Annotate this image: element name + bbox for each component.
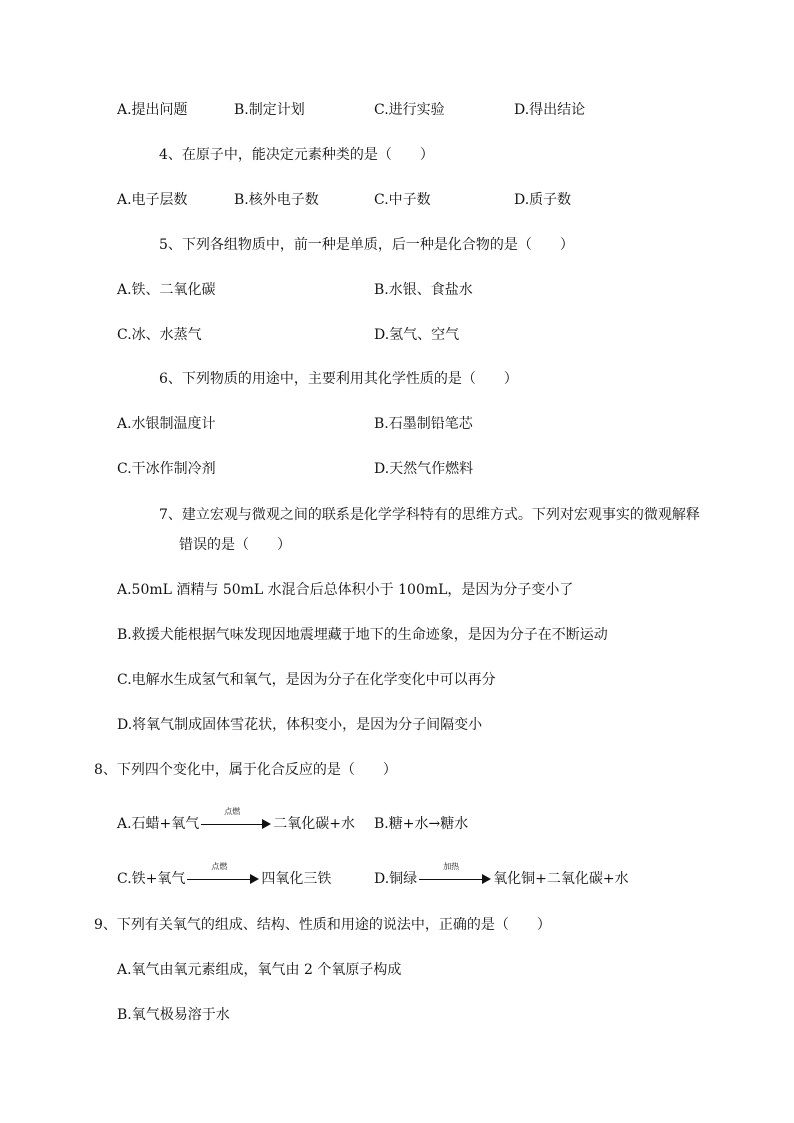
q6-option-c: C.干冰作制冷剂 xyxy=(117,461,216,477)
question-6-stem: 6、下列物质的用途中，主要利用其化学性质的是（ ） xyxy=(159,371,518,387)
q8-option-d-reactants: D.铜绿 xyxy=(374,871,418,887)
q4-option-a: A.电子层数 xyxy=(117,192,188,208)
q3-option-d: D.得出结论 xyxy=(514,102,586,118)
q4-option-d: D.质子数 xyxy=(514,192,572,208)
q8-option-c-reactants: C.铁+氧气 xyxy=(117,871,186,887)
q6-option-a: A.水银制温度计 xyxy=(117,416,216,432)
question-4-stem: 4、在原子中，能决定元素种类的是（ ） xyxy=(159,147,434,163)
reaction-condition: 点燃 xyxy=(211,862,228,871)
q3-option-a: A.提出问题 xyxy=(117,102,188,118)
q8-option-d xyxy=(374,862,629,888)
q8-option-c xyxy=(117,862,332,888)
q7-option-b: B.救援犬能根据气味发现因地震埋藏于地下的生命迹象，是因为分子在不断运动 xyxy=(117,627,608,643)
q8-option-d-products: 氧化铜+二氧化碳+水 xyxy=(493,871,629,887)
q3-option-c: C.进行实验 xyxy=(374,102,445,118)
question-5-stem: 5、下列各组物质中，前一种是单质，后一种是化合物的是（ ） xyxy=(159,237,574,253)
reaction-arrow-icon xyxy=(187,862,259,888)
question-7-stem-line-1: 7、建立宏观与微观之间的联系是化学学科特有的思维方式。下列对宏观事实的微观解释 xyxy=(159,507,700,523)
q8-option-b: B.糖+水→糖水 xyxy=(374,816,469,832)
q8-option-c-products: 四氧化三铁 xyxy=(261,871,332,887)
q7-option-a: A.50mL 酒精与 50mL 水混合后总体积小于 100mL，是因为分子变小了 xyxy=(117,582,574,598)
q9-option-a: A.氧气由氧元素组成，氧气由 2 个氧原子构成 xyxy=(117,962,402,978)
q5-option-c: C.冰、水蒸气 xyxy=(117,327,202,343)
q5-option-a: A.铁、二氧化碳 xyxy=(117,282,216,298)
q6-option-d: D.天然气作燃料 xyxy=(374,461,474,477)
q4-option-c: C.中子数 xyxy=(374,192,431,208)
q5-option-d: D.氢气、空气 xyxy=(374,327,460,343)
reaction-arrow-icon xyxy=(201,807,271,833)
reaction-condition: 点燃 xyxy=(224,807,241,816)
question-7-stem-line-2: 错误的是（ ） xyxy=(179,537,291,553)
reaction-arrow-icon xyxy=(419,862,491,888)
question-8-stem: 8、下列四个变化中，属于化合反应的是（ ） xyxy=(94,762,397,778)
question-9-stem: 9、下列有关氧气的组成、结构、性质和用途的说法中，正确的是（ ） xyxy=(94,917,551,933)
q3-option-b: B.制定计划 xyxy=(234,102,305,118)
q7-option-c: C.电解水生成氢气和氧气，是因为分子在化学变化中可以再分 xyxy=(117,672,496,688)
reaction-condition: 加热 xyxy=(443,862,460,871)
q5-option-b: B.水银、食盐水 xyxy=(374,282,473,298)
q9-option-b: B.氧气极易溶于水 xyxy=(117,1007,230,1023)
q6-option-b: B.石墨制铅笔芯 xyxy=(374,416,473,432)
q4-option-b: B.核外电子数 xyxy=(234,192,319,208)
q8-option-a xyxy=(117,807,356,833)
q7-option-d: D.将氧气制成固体雪花状，体积变小，是因为分子间隔变小 xyxy=(117,717,483,733)
q8-option-a-products: 二氧化碳+水 xyxy=(273,816,356,832)
q8-option-a-reactants: A.石蜡+氧气 xyxy=(117,816,200,832)
